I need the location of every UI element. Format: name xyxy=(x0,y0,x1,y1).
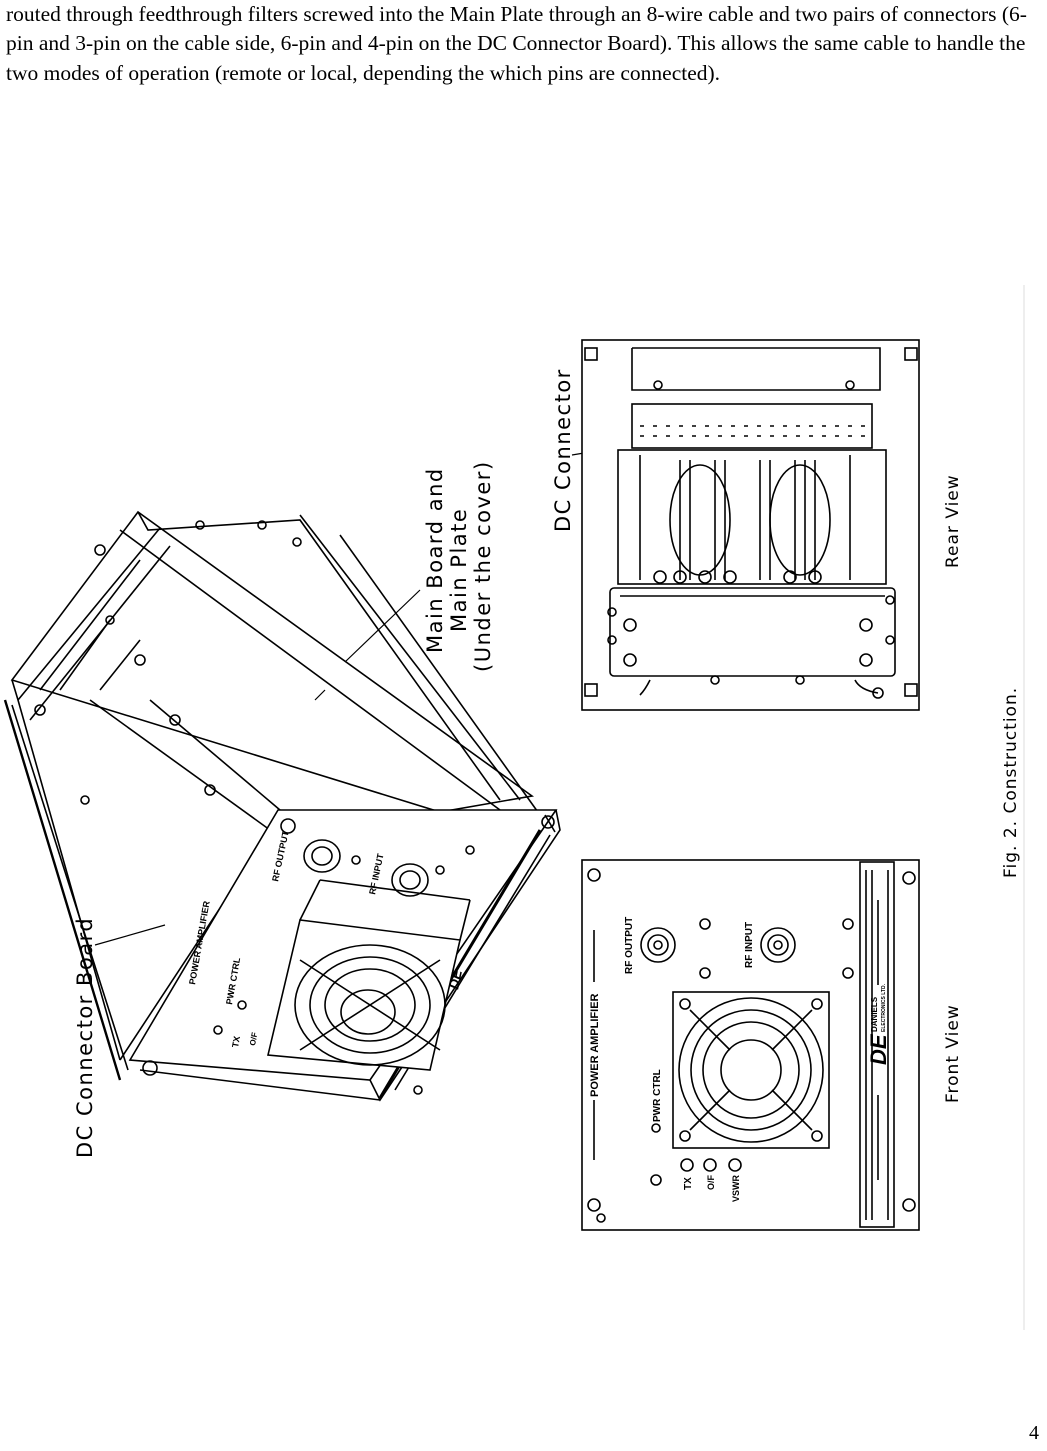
iso-brand-label: DE xyxy=(445,968,465,991)
front-vswr-label: VSWR xyxy=(731,1175,741,1202)
iso-title-label: POWER AMPLIFIER xyxy=(187,900,212,986)
iso-rf-output-label: RF OUTPUT xyxy=(270,829,291,883)
front-rf-output-label: RF OUTPUT xyxy=(624,916,635,974)
iso-tx-label: TX xyxy=(230,1035,242,1049)
rear-view-label: Rear View xyxy=(943,474,963,568)
front-brand-sub: ELECTRONICS LTD. xyxy=(881,984,887,1032)
main-board-callout-line1: Main Board and xyxy=(423,467,447,653)
main-board-callout-line2: Main Plate xyxy=(447,507,471,632)
iso-rf-input-label: RF INPUT xyxy=(367,852,386,896)
front-pwr-ctrl-label: PWR CTRL xyxy=(652,1069,663,1122)
front-brand-name: DANIELS xyxy=(870,996,879,1032)
rear-view-drawing xyxy=(582,340,919,710)
front-title-label: POWER AMPLIFIER xyxy=(589,993,601,1097)
dc-connector-callout: DC Connector xyxy=(551,368,575,532)
figure-caption: Fig. 2. Construction. xyxy=(1001,686,1021,878)
front-brand-logo: DE xyxy=(866,1034,891,1065)
body-paragraph: routed through feedthrough filters screwed into the Main Plate through an 8-wire cable and two pairs of connectors (6-pin and 3-pin on the cable side, 6-pin and 4-pin on the DC Connector Board). This allows the same cable to handle the two modes of operation (remote or local, depending the which pins are connected). xyxy=(6,2,1027,85)
front-of-label: O/F xyxy=(706,1175,716,1190)
front-tx-label: TX xyxy=(683,1177,694,1190)
main-board-callout-line3: (Under the cover) xyxy=(471,460,495,672)
dc-connector-board-callout: DC Connector Board xyxy=(73,916,97,1158)
iso-of-label: O/F xyxy=(248,1031,260,1047)
iso-pwr-ctrl-label: PWR CTRL xyxy=(224,956,243,1006)
front-view-label: Front View xyxy=(943,1004,963,1103)
front-rf-input-label: RF INPUT xyxy=(744,921,755,968)
page-number: 4 xyxy=(1029,1422,1039,1444)
